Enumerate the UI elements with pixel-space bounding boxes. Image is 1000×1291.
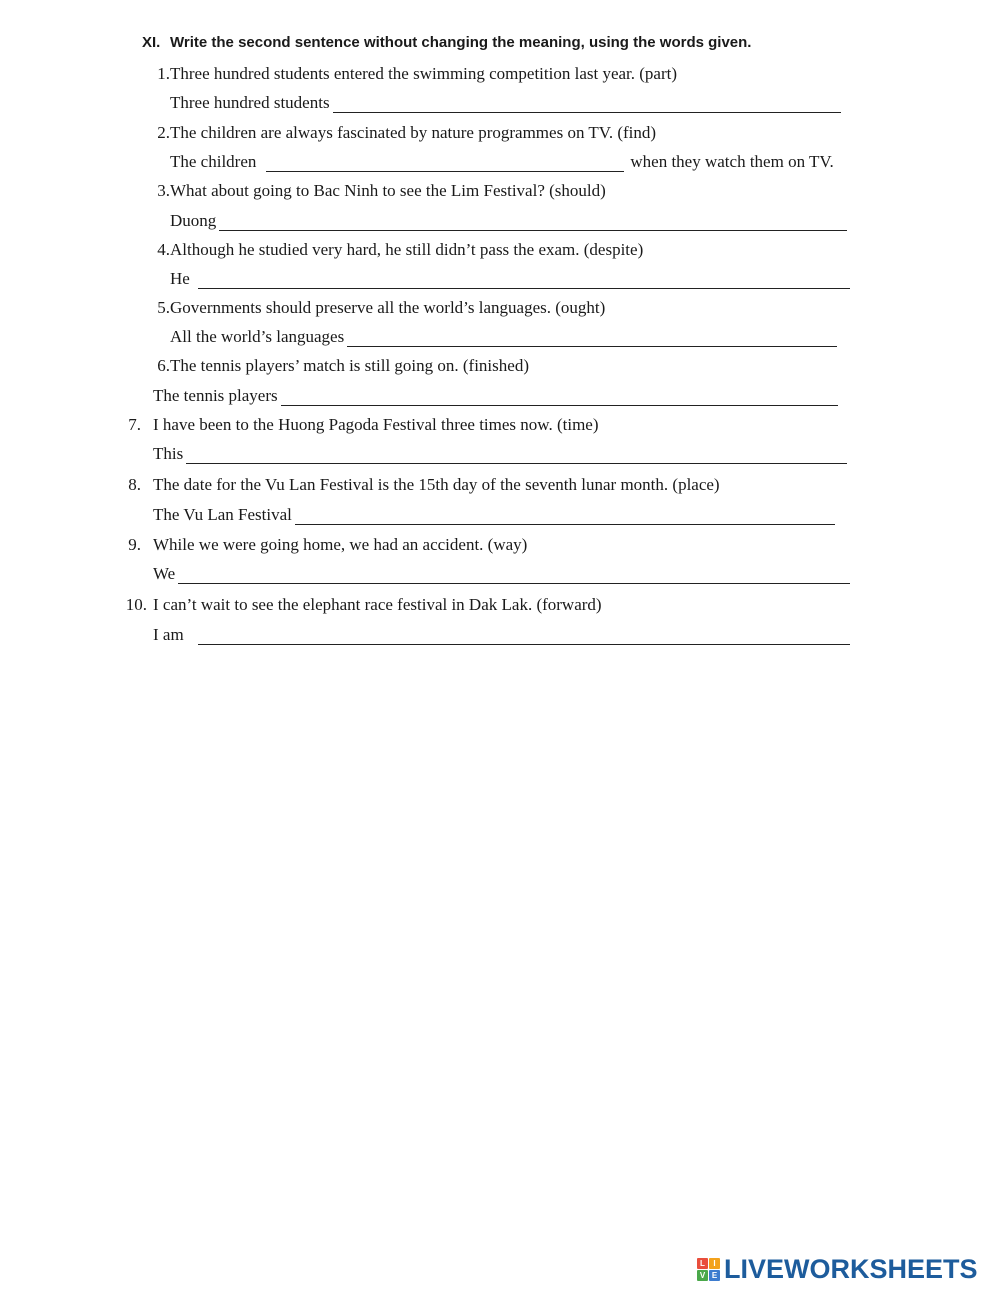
logo-text: LIVEWORKSHEETS: [724, 1253, 978, 1284]
answer-blank[interactable]: [178, 567, 850, 584]
answer-prompt: This: [153, 444, 184, 463]
question-7: [120, 415, 599, 435]
answer-blank[interactable]: [281, 389, 838, 406]
answer-blank[interactable]: [198, 628, 850, 645]
question-number: 8.: [128, 475, 141, 494]
question-1: [142, 64, 677, 84]
answer-prompt: Duong: [170, 211, 217, 230]
answer-prompt: I am: [153, 625, 184, 644]
question-number: 6.: [157, 356, 170, 375]
answer-7: [153, 444, 847, 464]
question-number: 7.: [128, 415, 141, 434]
question-4: [142, 240, 643, 260]
question-number: 5.: [157, 298, 170, 317]
answer-ending: when they watch them on TV.: [630, 152, 834, 171]
answer-3: [170, 211, 847, 231]
answer-blank[interactable]: [333, 96, 841, 113]
section-heading: [142, 34, 751, 51]
question-number: 9.: [128, 535, 141, 554]
section-number: XI.: [142, 34, 161, 51]
question-text: What about going to Bac Ninh to see the Lim Festival? (should): [170, 181, 606, 200]
question-6: [142, 356, 529, 376]
question-text: While we were going home, we had an accident. (way): [153, 535, 528, 554]
question-2: [142, 123, 656, 143]
question-text: Governments should preserve all the world’s languages. (ought): [170, 298, 606, 317]
answer-blank[interactable]: [186, 447, 847, 464]
answer-2: [170, 152, 834, 172]
logo-letter: L: [697, 1258, 708, 1269]
question-8: [120, 475, 720, 495]
answer-4: [170, 269, 850, 289]
question-text: The children are always fascinated by nature programmes on TV. (find): [170, 123, 657, 142]
question-9: [120, 535, 527, 555]
question-number: 3.: [157, 181, 170, 200]
question-3: [142, 181, 606, 201]
answer-6: [153, 386, 838, 406]
answer-blank[interactable]: [347, 330, 837, 347]
answer-blank[interactable]: [219, 214, 847, 231]
answer-blank[interactable]: [295, 508, 835, 525]
section-instruction: Write the second sentence without changing the meaning, using the words given.: [170, 34, 752, 51]
answer-prompt: The Vu Lan Festival: [153, 505, 292, 524]
answer-9: [153, 564, 850, 584]
question-text: I can’t wait to see the elephant race festival in Dak Lak. (forward): [153, 595, 602, 614]
question-text: I have been to the Huong Pagoda Festival three times now. (time): [153, 415, 599, 434]
answer-prompt: All the world’s languages: [170, 327, 345, 346]
question-text: The tennis players’ match is still going on. (finished): [170, 356, 529, 375]
question-text: Three hundred students entered the swimming competition last year. (part): [170, 64, 678, 83]
logo-mark-icon: [697, 1258, 720, 1281]
question-number: 10.: [125, 595, 147, 614]
question-5: [142, 298, 605, 318]
question-text: The date for the Vu Lan Festival is the 15th day of the seventh lunar month. (place): [153, 475, 720, 494]
answer-5: [170, 327, 837, 347]
question-text: Although he studied very hard, he still didn’t pass the exam. (despite): [170, 240, 644, 259]
logo-letter: E: [709, 1270, 720, 1281]
answer-prompt: The children: [170, 152, 257, 171]
logo-letter: V: [697, 1270, 708, 1281]
answer-blank[interactable]: [198, 272, 850, 289]
question-10: [120, 595, 602, 615]
answer-blank[interactable]: [266, 155, 624, 172]
question-number: 1.: [157, 64, 170, 83]
answer-prompt: Three hundred students: [170, 93, 330, 112]
logo-letter: I: [709, 1258, 720, 1269]
answer-8: [153, 505, 835, 525]
answer-1: [170, 93, 841, 113]
question-number: 4.: [157, 240, 170, 259]
question-number: 2.: [157, 123, 170, 142]
answer-10: [153, 625, 850, 645]
answer-prompt: The tennis players: [153, 386, 278, 405]
answer-prompt: We: [153, 564, 176, 583]
answer-prompt: He: [170, 269, 190, 288]
liveworksheets-logo: [697, 1254, 978, 1284]
